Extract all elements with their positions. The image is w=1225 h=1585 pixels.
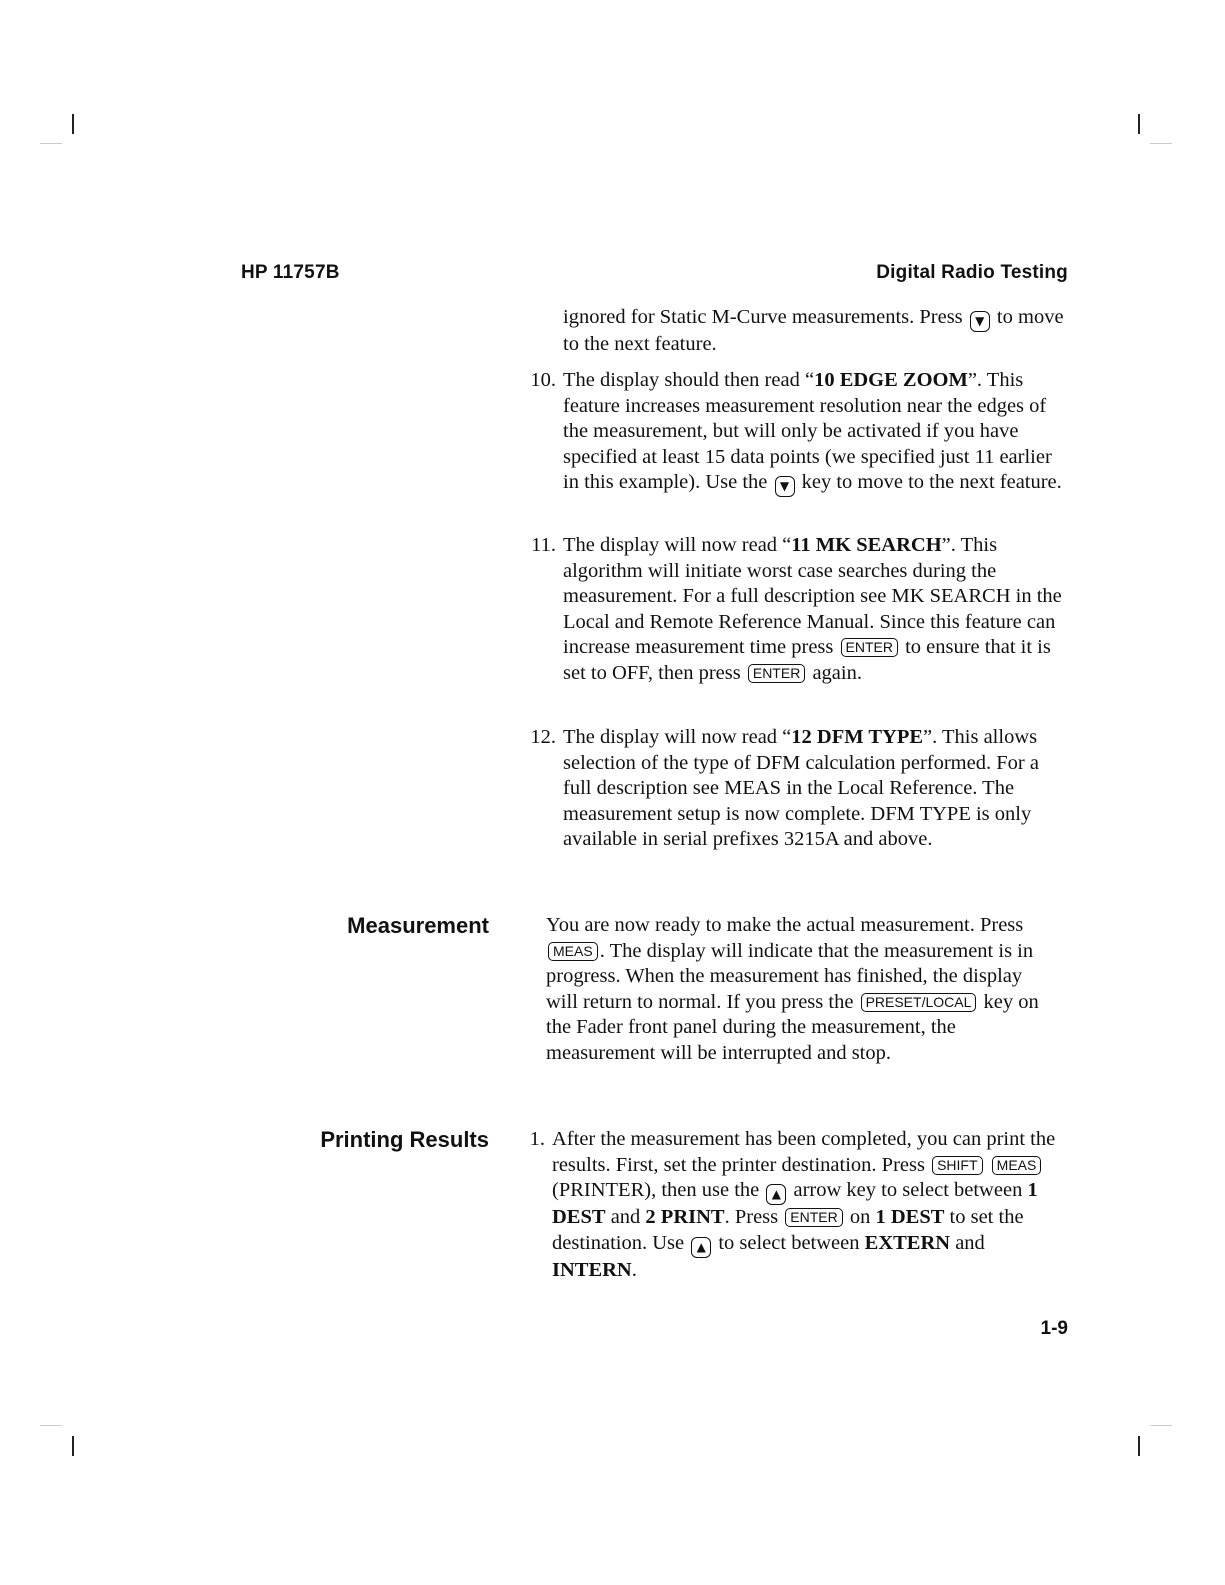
measurement-text: You are now ready to make the actual measurement. Press <box>546 914 1024 936</box>
enter-key: ENTER <box>748 664 805 683</box>
crop-mark <box>40 1425 62 1426</box>
step-11-paragraph <box>563 533 1070 687</box>
step-number: 11. <box>531 534 556 556</box>
step-text: to ensure that it is set to OFF, then press <box>563 636 1051 684</box>
printing-text: . Press <box>724 1206 779 1229</box>
step-text: ”. This feature increases measurement resolution near the edges of the measurement, but will only be activated if you have specified at least 15 data points (we specified just 11 earlier in this example). Use the <box>563 369 1052 494</box>
up-arrow-key-icon: ▲ <box>766 1184 786 1205</box>
meas-key: MEAS <box>992 1156 1042 1175</box>
preset-local-key: PRESET/LOCAL <box>861 993 977 1012</box>
step-number: 1. <box>529 1128 545 1150</box>
display-readout: 10 EDGE ZOOM <box>814 369 968 391</box>
crop-mark <box>40 143 62 144</box>
measurement-text: key on the Fader front panel during the measurement, the measurement will be interrupted and stop. <box>546 990 1039 1064</box>
printing-text: After the measurement has been completed, you can print the results. First, set the printer destination. Press <box>552 1128 1056 1176</box>
display-readout: 11 MK SEARCH <box>791 534 942 556</box>
printing-paragraph <box>552 1127 1057 1283</box>
intro-text-1: ignored for Static M-Curve measurements. Press <box>563 306 963 328</box>
crop-mark <box>72 114 74 134</box>
menu-option: EXTERN <box>864 1231 951 1254</box>
step-text: The display will now read “ <box>563 534 792 556</box>
crop-mark <box>1150 1425 1172 1426</box>
menu-option: 1 DEST <box>875 1206 945 1229</box>
measurement-text: . The display will indicate that the measurement is in progress. When the measurement has finished, the display will return to normal. If you press the <box>546 939 1034 1013</box>
intro-paragraph <box>563 305 1068 358</box>
down-arrow-key-icon: ▼ <box>775 476 795 497</box>
running-header-left: HP 11757B <box>241 262 340 283</box>
printing-text: to select between <box>718 1231 860 1254</box>
step-text: key to move to the next feature. <box>801 471 1062 494</box>
step-text: The display will now read “ <box>563 726 792 748</box>
measurement-heading: Measurement <box>347 913 489 938</box>
printing-text: arrow key to select between <box>793 1179 1023 1202</box>
shift-key: SHIFT <box>932 1156 982 1175</box>
intro-text-2: to move to the next feature. <box>563 306 1064 355</box>
step-text: again. <box>812 661 862 684</box>
measurement-paragraph <box>546 913 1056 1067</box>
printing-text: to set the destination. Use <box>552 1206 1024 1254</box>
meas-key: MEAS <box>548 942 598 961</box>
menu-option: 2 PRINT <box>645 1206 725 1229</box>
step-text: ”. This allows selection of the type of DFM calculation performed. For a full description see MEAS in the Local Reference. The measurement setup is now complete. DFM TYPE is only available in serial prefixes 3215A and above. <box>563 726 1039 851</box>
display-readout: 12 DFM TYPE <box>791 726 924 748</box>
crop-mark <box>1138 114 1140 134</box>
step-number: 10. <box>530 369 556 391</box>
step-10-paragraph <box>563 368 1068 497</box>
printing-text: (PRINTER), then use the <box>552 1179 760 1202</box>
enter-key: ENTER <box>785 1208 842 1227</box>
crop-mark <box>1138 1436 1140 1456</box>
page-number: 1-9 <box>1040 1318 1068 1339</box>
up-arrow-key-icon: ▲ <box>691 1237 711 1258</box>
printing-text: on <box>849 1206 871 1229</box>
enter-key: ENTER <box>841 638 898 657</box>
step-number: 12. <box>530 726 556 748</box>
step-text: ”. This algorithm will initiate worst case searches during the measurement. For a full description see MK SEARCH in the Local and Remote Reference Manual. Since this feature can increase measurement time press <box>563 534 1062 659</box>
crop-mark <box>1150 143 1172 144</box>
step-12-paragraph <box>563 725 1063 853</box>
running-header-right: Digital Radio Testing <box>876 262 1068 283</box>
menu-option: 1 DEST <box>552 1179 1038 1229</box>
printing-text: . <box>631 1258 637 1281</box>
menu-option: INTERN <box>552 1258 632 1281</box>
printing-text: and <box>955 1231 985 1254</box>
crop-mark <box>72 1436 74 1456</box>
printing-text: and <box>610 1206 641 1229</box>
step-text: The display should then read “ <box>563 369 815 391</box>
printing-results-heading: Printing Results <box>320 1127 489 1152</box>
down-arrow-key-icon: ▼ <box>970 311 990 332</box>
